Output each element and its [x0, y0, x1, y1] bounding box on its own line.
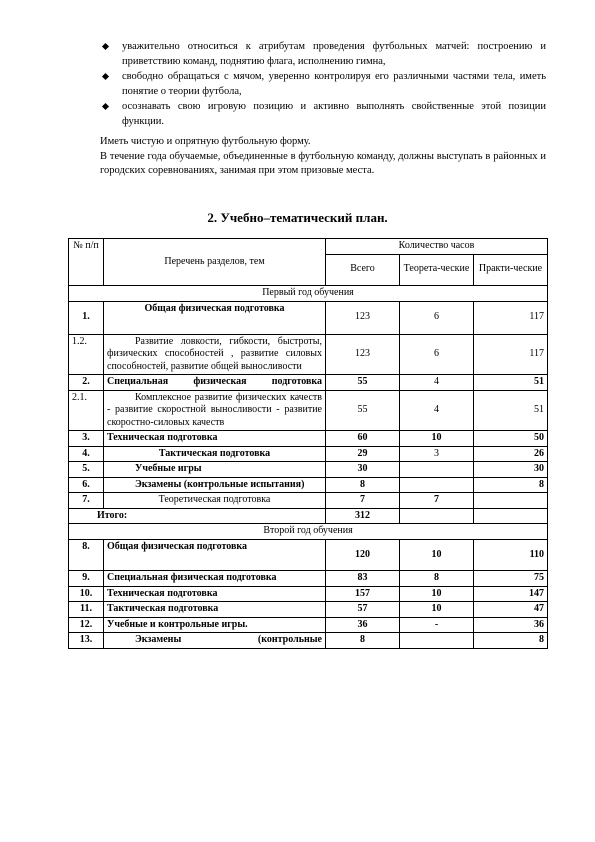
row-topic: Техническая подготовка — [104, 586, 326, 602]
table-header-row — [69, 239, 548, 255]
header-topic: Перечень разделов, тем — [104, 239, 326, 286]
row-theory: 10 — [400, 586, 474, 602]
row-num: 11. — [69, 602, 104, 618]
row-practice: 110 — [474, 540, 548, 571]
row-num: 2. — [69, 375, 104, 391]
row-theory: 10 — [400, 602, 474, 618]
table-row — [69, 586, 548, 602]
curriculum-table — [68, 238, 548, 649]
row-total: 30 — [326, 462, 400, 478]
table-row — [69, 493, 548, 509]
row-topic: Тактическая подготовка — [104, 446, 326, 462]
row-total: 8 — [326, 477, 400, 493]
table-row — [69, 602, 548, 618]
row-practice — [474, 493, 548, 509]
row-practice: 75 — [474, 571, 548, 587]
row-total: 57 — [326, 602, 400, 618]
row-practice: 8 — [474, 633, 548, 649]
row-topic: Экзамены (контрольные — [104, 633, 326, 649]
row-num: 10. — [69, 586, 104, 602]
row-practice: 117 — [474, 301, 548, 334]
row-practice: 47 — [474, 602, 548, 618]
row-num: 1.2. — [69, 334, 104, 375]
header-hours: Количество часов — [326, 239, 548, 255]
total-practice — [474, 508, 548, 524]
table-row — [69, 477, 548, 493]
bullet-icon — [102, 73, 109, 80]
row-total: 7 — [326, 493, 400, 509]
row-practice: 147 — [474, 586, 548, 602]
row-topic: Техническая подготовка — [104, 431, 326, 447]
bullet-icon — [102, 103, 109, 110]
row-num: 9. — [69, 571, 104, 587]
table-row — [69, 446, 548, 462]
section-title: 2. Учебно–тематический план. — [207, 210, 388, 225]
row-theory: 4 — [400, 375, 474, 391]
row-theory: 8 — [400, 571, 474, 587]
table-row — [69, 301, 548, 334]
row-topic: Общая физическая подготовка — [104, 540, 326, 571]
row-practice: 26 — [474, 446, 548, 462]
row-theory: - — [400, 617, 474, 633]
bullet-text: свободно обращаться с мячом, уверенно контролируя его различными частями тела, иметь понятие о теории футбола, — [122, 71, 546, 97]
row-total: 36 — [326, 617, 400, 633]
row-topic: Развитие ловкости, гибкости, быстроты, физических способностей , развитие силовых способностей, развитие общей выносливости — [104, 334, 326, 375]
header-total: Всего — [326, 254, 400, 285]
row-total: 83 — [326, 571, 400, 587]
bullet-icon — [102, 43, 109, 50]
row-total: 120 — [326, 540, 400, 571]
bullet-text: уважительно относиться к атрибутам проведения футбольных матчей: построению и приветствию команд, поднятию флага, исполнению гимна, — [122, 41, 546, 67]
year-row — [69, 524, 548, 540]
row-num: 7. — [69, 493, 104, 509]
table-row — [69, 390, 548, 431]
row-theory: 6 — [400, 334, 474, 375]
row-theory: 7 — [400, 493, 474, 509]
list-item — [100, 40, 546, 69]
row-num: 6. — [69, 477, 104, 493]
row-practice: 30 — [474, 462, 548, 478]
row-theory — [400, 462, 474, 478]
intro-bullet-list — [100, 40, 546, 130]
paragraph-uniform: Иметь чистую и опрятную футбольную форму. — [100, 136, 311, 147]
table-row — [69, 571, 548, 587]
row-topic: Теоретическая подготовка — [104, 493, 326, 509]
row-topic: Экзамены (контрольные испытания) — [104, 477, 326, 493]
total-value: 312 — [326, 508, 400, 524]
row-practice: 36 — [474, 617, 548, 633]
row-theory: 4 — [400, 390, 474, 431]
row-topic: Специальная физическая подготовка — [104, 571, 326, 587]
row-practice: 8 — [474, 477, 548, 493]
row-num: 8. — [69, 540, 104, 571]
row-topic: Комплексное развитие физических качеств - развитие скоростной выносливости - развитие скоростно-силовых качеств — [104, 390, 326, 431]
row-theory — [400, 477, 474, 493]
table-row — [69, 462, 548, 478]
row-total: 123 — [326, 301, 400, 334]
header-practice: Практи-ческие — [474, 254, 548, 285]
row-num: 12. — [69, 617, 104, 633]
row-num: 3. — [69, 431, 104, 447]
bullet-text: осознавать свою игровую позицию и активно выполнять свойственные этой позиции функции. — [122, 101, 546, 127]
row-num: 2.1. — [69, 390, 104, 431]
row-total: 29 — [326, 446, 400, 462]
row-theory: 10 — [400, 431, 474, 447]
row-total: 123 — [326, 334, 400, 375]
row-total: 157 — [326, 586, 400, 602]
row-practice: 50 — [474, 431, 548, 447]
row-topic: Учебные и контрольные игры. — [104, 617, 326, 633]
row-practice: 51 — [474, 375, 548, 391]
row-num: 13. — [69, 633, 104, 649]
list-item — [100, 100, 546, 129]
table-row — [69, 540, 548, 571]
year-label: Второй год обучения — [69, 524, 548, 540]
row-theory: 3 — [400, 446, 474, 462]
row-total: 8 — [326, 633, 400, 649]
year-label: Первый год обучения — [69, 285, 548, 301]
row-topic: Тактическая подготовка — [104, 602, 326, 618]
row-practice: 117 — [474, 334, 548, 375]
table-row — [69, 617, 548, 633]
row-topic: Специальная физическая подготовка — [104, 375, 326, 391]
header-theory: Теорета-ческие — [400, 254, 474, 285]
row-practice: 51 — [474, 390, 548, 431]
row-topic: Общая физическая подготовка — [104, 301, 326, 334]
year-row — [69, 285, 548, 301]
total-label: Итого: — [69, 508, 326, 524]
paragraph-competitions: В течение года обучаемые, объединенные в футбольную команду, должны выступать в районных и городских соревнованиях, занимая при этом призовые места. — [100, 150, 546, 176]
table-row — [69, 375, 548, 391]
row-total: 60 — [326, 431, 400, 447]
list-item — [100, 70, 546, 99]
row-total: 55 — [326, 375, 400, 391]
row-theory: 6 — [400, 301, 474, 334]
row-num: 4. — [69, 446, 104, 462]
row-total: 55 — [326, 390, 400, 431]
row-num: 1. — [69, 301, 104, 334]
row-theory: 10 — [400, 540, 474, 571]
row-theory — [400, 633, 474, 649]
row-topic: Учебные игры — [104, 462, 326, 478]
row-num: 5. — [69, 462, 104, 478]
total-theory — [400, 508, 474, 524]
total-row — [69, 508, 548, 524]
table-row — [69, 633, 548, 649]
table-row — [69, 431, 548, 447]
intro-paragraphs — [100, 135, 546, 179]
table-row — [69, 334, 548, 375]
header-num: № п/п — [69, 239, 104, 286]
